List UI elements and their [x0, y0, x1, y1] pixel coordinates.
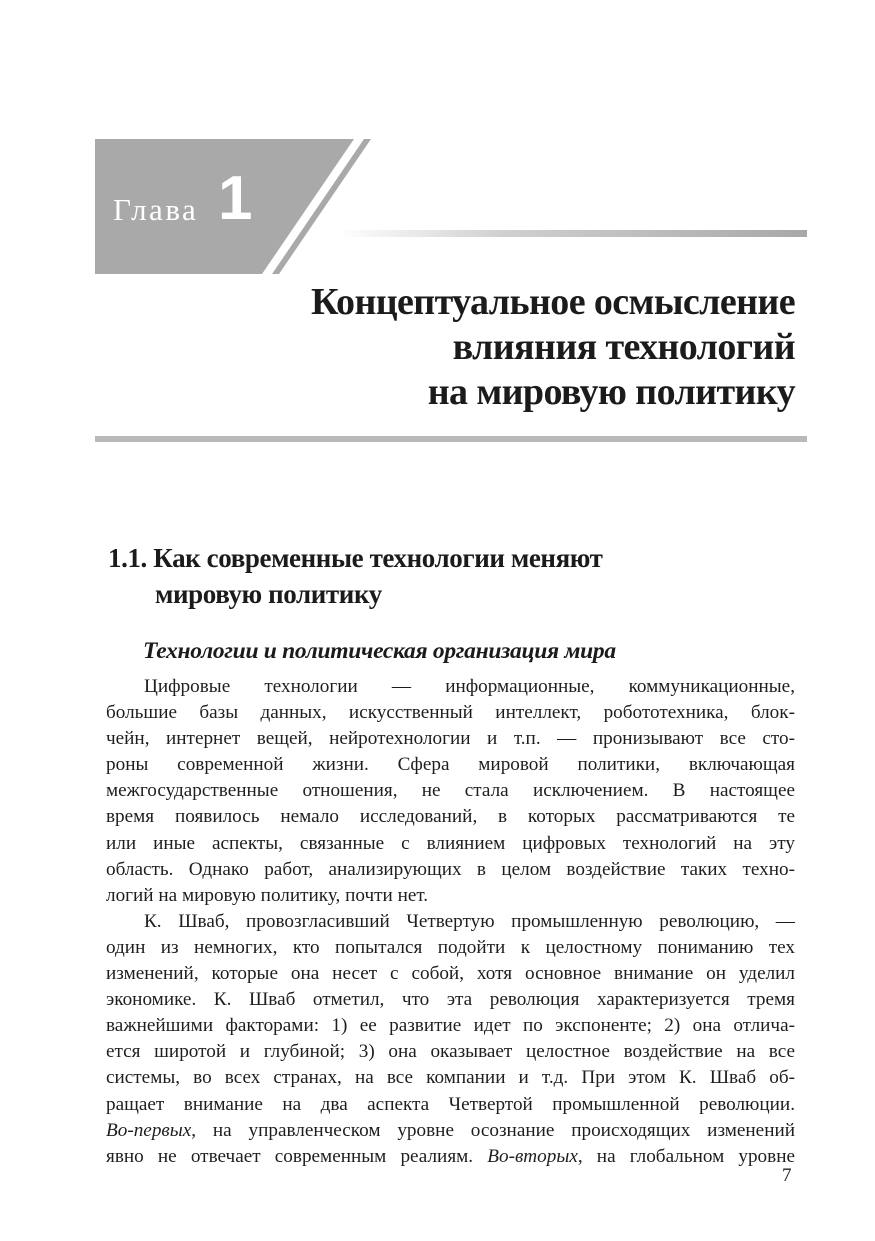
section-title-line: 1.1. Как современные технологии меняют: [108, 543, 603, 573]
text-line: логий на мировую политику, почти нет.: [106, 884, 429, 906]
text-line: один из немногих, кто попытался подойти к целостному пониманию тех: [106, 936, 795, 958]
chapter-label: Глава: [113, 192, 199, 227]
text-line: К. Шваб, провозгласивший Четвертую промышленную революцию, —: [144, 910, 795, 932]
text-line: большие базы данных, искусственный интеллект, робототехника, блок-: [106, 702, 795, 724]
chapter-title-line: на мировую политику: [427, 371, 795, 413]
text-line: Цифровые технологии — информационные, коммуникационные,: [144, 676, 795, 697]
text-line: важнейшими факторами: 1) ее развитие идет по экспоненте; 2) она отлича-: [106, 1015, 795, 1037]
section-title-line: мировую политику: [155, 579, 382, 609]
page-number: 7: [782, 1165, 792, 1186]
text-line: ется широтой и глубиной; 3) она оказывает целостное воздействие на все: [106, 1041, 795, 1063]
text-line: изменений, которые она несет с собой, хотя основное внимание он уделил: [106, 963, 795, 985]
emphasis: Во-первых: [106, 1119, 192, 1141]
chapter-title: [155, 280, 795, 415]
text-line: чейн, интернет вещей, нейротехнологии и т.п. — пронизывают все сто-: [106, 728, 795, 750]
text-line: область. Однако работ, анализирующих в целом воздействие таких техно-: [106, 858, 795, 880]
text-span: , на управленческом уровне осознание происходящих изменений: [191, 1119, 795, 1141]
text-line: или иные аспекты, связанные с влиянием цифровых технологий на эту: [106, 832, 795, 854]
chapter-title-line: Концептуальное осмысление: [310, 281, 795, 323]
text-line: межгосударственные отношения, не стала исключением. В настоящее: [106, 780, 795, 802]
text-line: экономике. К. Шваб отметил, что эта революция характеризуется тремя: [106, 989, 795, 1011]
text-line: системы, во всех странах, на все компании и т.д. При этом К. Шваб об-: [106, 1067, 795, 1089]
text-line: роны современной жизни. Сфера мировой политики, включающая: [106, 754, 795, 776]
chapter-title-line: влияния технологий: [452, 326, 795, 368]
text-span: явно не отвечает современным реалиям.: [106, 1145, 488, 1167]
text-line: время появилось немало исследований, в которых рассматриваются те: [106, 806, 795, 828]
text-line: [106, 1118, 795, 1144]
subsection-title: Технологии и политическая организация мира: [143, 638, 616, 664]
emphasis: Во-вторых: [487, 1145, 578, 1167]
text-line: [106, 1144, 795, 1170]
text-span: , на глобальном уровне: [577, 1145, 795, 1167]
chapter-number: 1: [218, 164, 253, 233]
title-underline: [95, 436, 807, 442]
chapter-rule: [338, 230, 807, 237]
body-text: [106, 674, 795, 1170]
section-title: [108, 540, 808, 612]
text-line: ращает внимание на два аспекта Четвертой промышленной революции.: [106, 1093, 795, 1115]
